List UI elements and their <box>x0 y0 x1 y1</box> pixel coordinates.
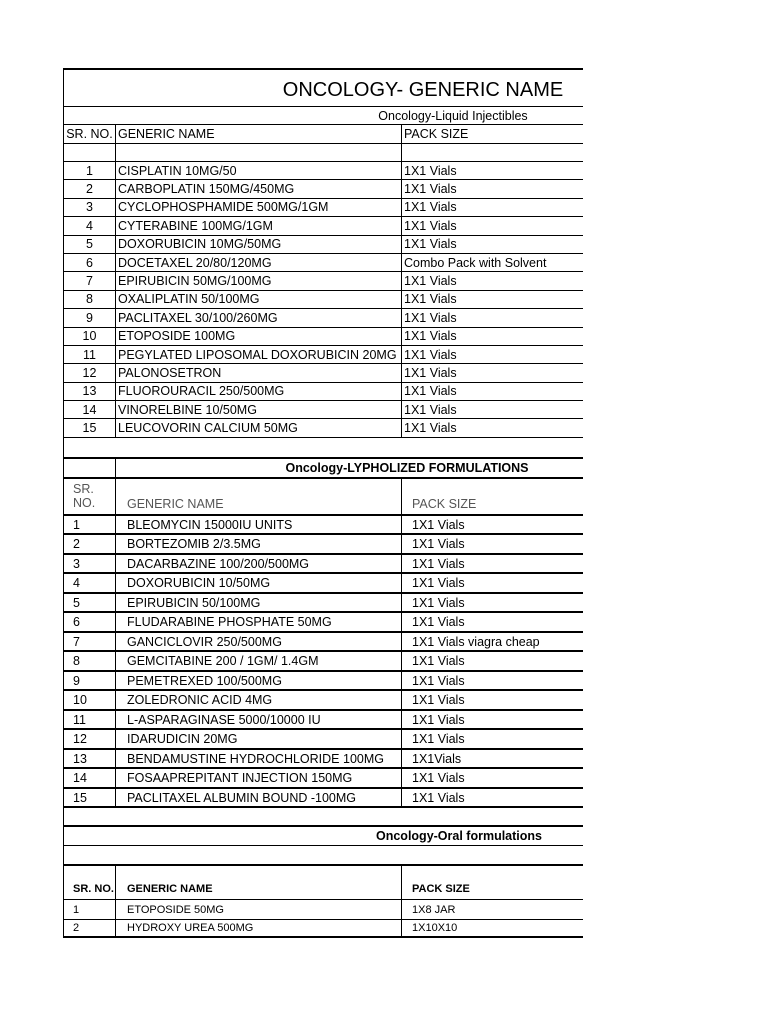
pack-size-cell: Combo Pack with Solvent <box>404 255 547 270</box>
table-row <box>63 748 583 768</box>
generic-name-cell: ZOLEDRONIC ACID 4MG <box>116 691 402 709</box>
pack-size-cell: 1X1 Vials <box>404 163 457 178</box>
sr-no-cell: 11 <box>64 711 116 729</box>
pack-size-cell: 1X1 Vials <box>412 712 465 727</box>
pack-size-cell: 1X1 Vials <box>412 654 465 669</box>
pack-size-cell: 1X1 Vials <box>404 182 457 197</box>
generic-name-cell: IDARUDICIN 20MG <box>116 730 402 748</box>
pack-size-cell: 1X1 Vials <box>412 732 465 747</box>
section-1-spacer-row <box>63 143 583 161</box>
generic-name-cell: FLUOROURACIL 250/500MG <box>116 383 402 400</box>
table-row <box>63 179 583 197</box>
header-sr-line1: SR. <box>73 482 94 497</box>
header-sr-no <box>64 866 116 899</box>
sr-no-cell: 10 <box>64 328 116 345</box>
table-row <box>63 418 583 436</box>
sr-no-cell: 1 <box>64 900 116 919</box>
table-row <box>63 253 583 271</box>
table-row <box>63 216 583 234</box>
sr-no-cell: 6 <box>64 613 116 631</box>
table-row <box>63 767 583 787</box>
sr-no-cell: 5 <box>64 236 116 253</box>
generic-name-cell: DACARBAZINE 100/200/500MG <box>116 555 402 573</box>
table-row <box>63 271 583 289</box>
pack-size-cell: 1X1 Vials <box>412 537 465 552</box>
spacer-cell <box>64 144 116 161</box>
table-row <box>63 787 583 807</box>
sr-no-cell: 4 <box>64 574 116 592</box>
table-row <box>63 235 583 253</box>
header-pack-size-text: PACK SIZE <box>412 496 477 511</box>
sr-no-cell: 9 <box>64 309 116 326</box>
header-generic-name <box>116 479 402 514</box>
table-row <box>63 899 583 919</box>
sr-no-cell: 12 <box>64 730 116 748</box>
generic-name-cell: PEMETREXED 100/500MG <box>116 672 402 690</box>
table-row <box>63 631 583 651</box>
table-row <box>63 345 583 363</box>
pack-size-cell: 1X1 Vials <box>404 384 457 399</box>
sr-no-cell: 8 <box>64 291 116 308</box>
generic-name-cell: FOSAAPREPITANT INJECTION 150MG <box>116 769 402 787</box>
sr-no-cell: 4 <box>64 217 116 234</box>
header-generic-name-text: GENERIC NAME <box>127 883 213 896</box>
generic-name-cell: CYTERABINE 100MG/1GM <box>116 217 402 234</box>
page-title: ONCOLOGY- GENERIC NAME <box>282 79 564 101</box>
sr-no-cell: 15 <box>64 419 116 436</box>
generic-name-cell: LEUCOVORIN CALCIUM 50MG <box>116 419 402 436</box>
generic-name-cell: OXALIPLATIN 50/100MG <box>116 291 402 308</box>
pack-size-cell: 1X1 Vials <box>412 771 465 786</box>
generic-name-cell: GANCICLOVIR 250/500MG <box>116 633 402 651</box>
generic-name-cell: PACLITAXEL 30/100/260MG <box>116 309 402 326</box>
header-generic-name-text: GENERIC NAME <box>127 496 224 511</box>
table-row <box>63 670 583 690</box>
table-row <box>63 728 583 748</box>
sr-no-cell: 1 <box>64 162 116 179</box>
pack-size-cell: 1X1 Vials <box>404 310 457 325</box>
pack-size-cell: 1X8 JAR <box>412 903 456 916</box>
table-row <box>63 553 583 573</box>
sr-no-cell: 2 <box>64 180 116 197</box>
generic-name-cell: BENDAMUSTINE HYDROCHLORIDE 100MG <box>116 750 402 768</box>
pack-size-cell: 1X1 Vials <box>412 595 465 610</box>
sr-no-cell: 1 <box>64 516 116 534</box>
table-row <box>63 592 583 612</box>
header-pack-size: PACK SIZE <box>404 127 469 141</box>
header-generic-name <box>116 866 402 899</box>
sr-no-cell: 13 <box>64 383 116 400</box>
sr-no-cell: 12 <box>64 364 116 381</box>
pack-size-cell: 1X1 Vials <box>412 790 465 805</box>
sr-no-cell: 8 <box>64 652 116 670</box>
header-sr-no: SR. NO. <box>64 125 116 143</box>
table-row <box>63 611 583 631</box>
generic-name-cell: L-ASPARAGINASE 5000/10000 IU <box>116 711 402 729</box>
header-pack-size <box>402 479 583 514</box>
generic-name-cell: CARBOPLATIN 150MG/450MG <box>116 180 402 197</box>
generic-name-cell: DOXORUBICIN 10/50MG <box>116 574 402 592</box>
section-2-subtitle: Oncology-LYPHOLIZED FORMULATIONS <box>285 460 529 475</box>
section-2-blank-row <box>63 806 583 825</box>
pack-size-cell: 1X1 Vials <box>412 556 465 571</box>
oncology-sheet <box>63 68 583 938</box>
header-pack-size <box>402 866 583 899</box>
section-2-header-row <box>63 477 583 514</box>
pack-size-cell: 1X1 Vials <box>404 421 457 436</box>
pack-size-cell: 1X1 Vials <box>412 673 465 688</box>
generic-name-cell: FLUDARABINE PHOSPHATE 50MG <box>116 613 402 631</box>
pack-size-cell: 1X1 Vials <box>404 329 457 344</box>
sr-no-cell: 7 <box>64 272 116 289</box>
pack-size-cell: 1X1 Vials <box>412 576 465 591</box>
section-1-subtitle: Oncology-Liquid Injectibles <box>378 108 528 123</box>
section-3-header-row <box>63 864 583 899</box>
sr-no-cell: 9 <box>64 672 116 690</box>
generic-name-cell: ETOPOSIDE 100MG <box>116 328 402 345</box>
generic-name-cell: CYCLOPHOSPHAMIDE 500MG/1GM <box>116 199 402 216</box>
header-sr-no <box>64 479 116 514</box>
title-row <box>63 68 583 106</box>
pack-size-cell: 1X1 Vials <box>404 274 457 289</box>
sr-no-cell: 5 <box>64 594 116 612</box>
table-row <box>63 198 583 216</box>
section-1-header-row <box>63 124 583 143</box>
sr-no-cell: 10 <box>64 691 116 709</box>
pack-size-cell: 1X1 Vials <box>412 517 465 532</box>
table-row <box>63 400 583 418</box>
sr-no-cell: 3 <box>64 555 116 573</box>
generic-name-cell: DOXORUBICIN 10MG/50MG <box>116 236 402 253</box>
section-3-blank-row <box>63 845 583 864</box>
sr-no-cell: 2 <box>64 920 116 937</box>
pack-size-cell: 1X1 Vials <box>412 615 465 630</box>
pack-size-cell: 1X1 Vials viagra cheap <box>412 634 540 649</box>
generic-name-cell: DOCETAXEL 20/80/120MG <box>116 254 402 271</box>
section-3-subtitle: Oncology-Oral formulations <box>376 829 542 844</box>
sr-no-cell: 13 <box>64 750 116 768</box>
sr-no-cell: 14 <box>64 401 116 418</box>
pack-size-cell: 1X1 Vials <box>412 693 465 708</box>
pack-size-cell: 1X1 Vials <box>404 200 457 215</box>
generic-name-cell: PACLITAXEL ALBUMIN BOUND -100MG <box>116 789 402 807</box>
table-row <box>63 919 583 939</box>
table-row <box>63 533 583 553</box>
pack-size-cell: 1X10X10 <box>412 922 458 935</box>
generic-name-cell: VINORELBINE 10/50MG <box>116 401 402 418</box>
table-row <box>63 363 583 381</box>
table-row <box>63 514 583 534</box>
generic-name-cell: BLEOMYCIN 15000IU UNITS <box>116 516 402 534</box>
generic-name-cell: GEMCITABINE 200 / 1GM/ 1.4GM <box>116 652 402 670</box>
spacer-cell <box>116 144 402 161</box>
generic-name-cell: EPIRUBICIN 50/100MG <box>116 594 402 612</box>
header-pack-size-text: PACK SIZE <box>412 883 470 896</box>
sr-no-cell: 2 <box>64 535 116 553</box>
header-sr-line2: NO. <box>73 496 96 511</box>
spacer-cell <box>402 144 583 161</box>
table-row <box>63 572 583 592</box>
pack-size-cell: 1X1 Vials <box>404 365 457 380</box>
pack-size-cell: 1X1Vials <box>412 751 462 766</box>
generic-name-cell: ETOPOSIDE 50MG <box>116 900 402 919</box>
table-row <box>63 689 583 709</box>
sr-no-cell: 7 <box>64 633 116 651</box>
pack-size-cell: 1X1 Vials <box>404 347 457 362</box>
generic-name-cell: EPIRUBICIN 50MG/100MG <box>116 272 402 289</box>
table-row <box>63 650 583 670</box>
pack-size-cell: 1X1 Vials <box>404 292 457 307</box>
table-row <box>63 308 583 326</box>
generic-name-cell: HYDROXY UREA 500MG <box>116 920 402 937</box>
section-1-subtitle-row <box>63 106 583 124</box>
sr-no-cell: 15 <box>64 789 116 807</box>
sr-no-cell: 6 <box>64 254 116 271</box>
generic-name-cell: CISPLATIN 10MG/50 <box>116 162 402 179</box>
table-row <box>63 161 583 179</box>
pack-size-cell: 1X1 Vials <box>404 218 457 233</box>
section-3-subtitle-row <box>63 825 583 845</box>
generic-name-cell: PALONOSETRON <box>116 364 402 381</box>
section-1-blank-row <box>63 437 583 457</box>
header-sr-no-text: SR. NO. <box>73 883 114 896</box>
sr-no-cell: 11 <box>64 346 116 363</box>
pack-size-cell: 1X1 Vials <box>404 402 457 417</box>
table-row <box>63 327 583 345</box>
pack-size-cell: 1X1 Vials <box>404 237 457 252</box>
table-row <box>63 290 583 308</box>
section-2-subtitle-row <box>63 457 583 477</box>
generic-name-cell: PEGYLATED LIPOSOMAL DOXORUBICIN 20MG <box>116 346 402 363</box>
sr-no-cell: 3 <box>64 199 116 216</box>
generic-name-cell: BORTEZOMIB 2/3.5MG <box>116 535 402 553</box>
table-row <box>63 382 583 400</box>
sr-no-cell: 14 <box>64 769 116 787</box>
table-row <box>63 709 583 729</box>
header-generic-name: GENERIC NAME <box>116 125 402 143</box>
